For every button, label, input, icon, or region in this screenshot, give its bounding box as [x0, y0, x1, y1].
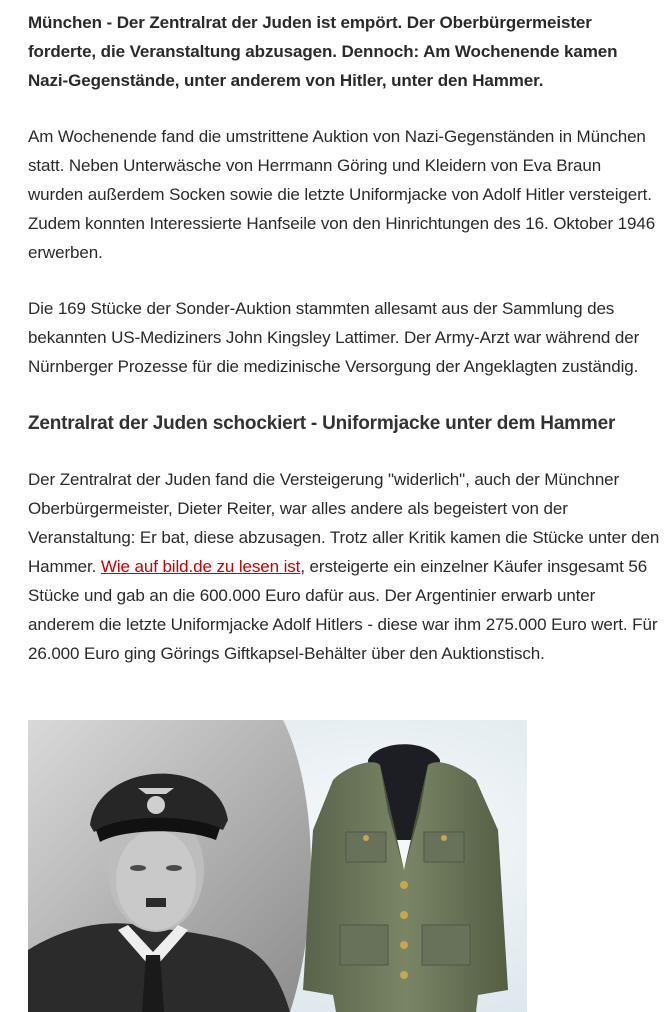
article-paragraph-3 [28, 465, 660, 668]
article-subheading: Zentralrat der Juden schockiert - Uniformjacke unter dem Hammer [28, 413, 616, 434]
portrait-photo [28, 720, 311, 1012]
bild-de-link[interactable]: Wie auf bild.de zu lesen ist [100, 557, 301, 576]
article-lead: München - Der Zentralrat der Juden ist empört. Der Oberbürgermeister forderte, die Veranstaltung abzusagen. Dennoch: Am Wochenende kamen Nazi-Gegenstände, unter anderem von Hitler, unter den Hammer. [28, 13, 618, 90]
paragraph-3-text-start: Der Zentralrat der Juden fand die Versteigerung "widerlich", auch der Münchner Oberbürgermeister, Dieter Reiter, war alles andere als begeistert von der Veranstaltung: Er bat, diese abzusagen. Trotz aller Kritik kamen die Stücke unter den Hammer. [28, 470, 660, 576]
uniform-jacket-photo [303, 744, 508, 1012]
article-photo [28, 720, 527, 1012]
paragraph-3-text-end: , ersteigerte ein einzelner Käufer insgesamt 56 Stücke und gab an die 600.000 Euro dafür aus. Der Argentinier erwarb unter anderem die letzte Uniformjacke Adolf Hitlers - diese war ihm 275.000 Euro wert. Für 26.000 Euro ging Görings Giftkapsel-Behälter über den Auktionstisch. [28, 557, 658, 663]
article-body [28, 0, 660, 668]
article-paragraph-1: Am Wochenende fand die umstrittene Auktion von Nazi-Gegenständen in München statt. Neben Unterwäsche von Herrmann Göring und Kleidern von Eva Braun wurden außerdem Socken sowie die letzte Uniformjacke von Adolf Hitler versteigert. Zudem konnten Interessierte Hanfseile von den Hinrichtungen des 16. Oktober 1946 erwerben. [28, 127, 656, 262]
article-paragraph-2: Die 169 Stücke der Sonder-Auktion stammten allesamt aus der Sammlung des bekannten US-Mediziners John Kingsley Lattimer. Der Army-Arzt war während der Nürnberger Prozesse für die medizinische Versorgung der Angeklagten zuständig. [28, 299, 640, 376]
photo-composite [28, 720, 527, 1012]
